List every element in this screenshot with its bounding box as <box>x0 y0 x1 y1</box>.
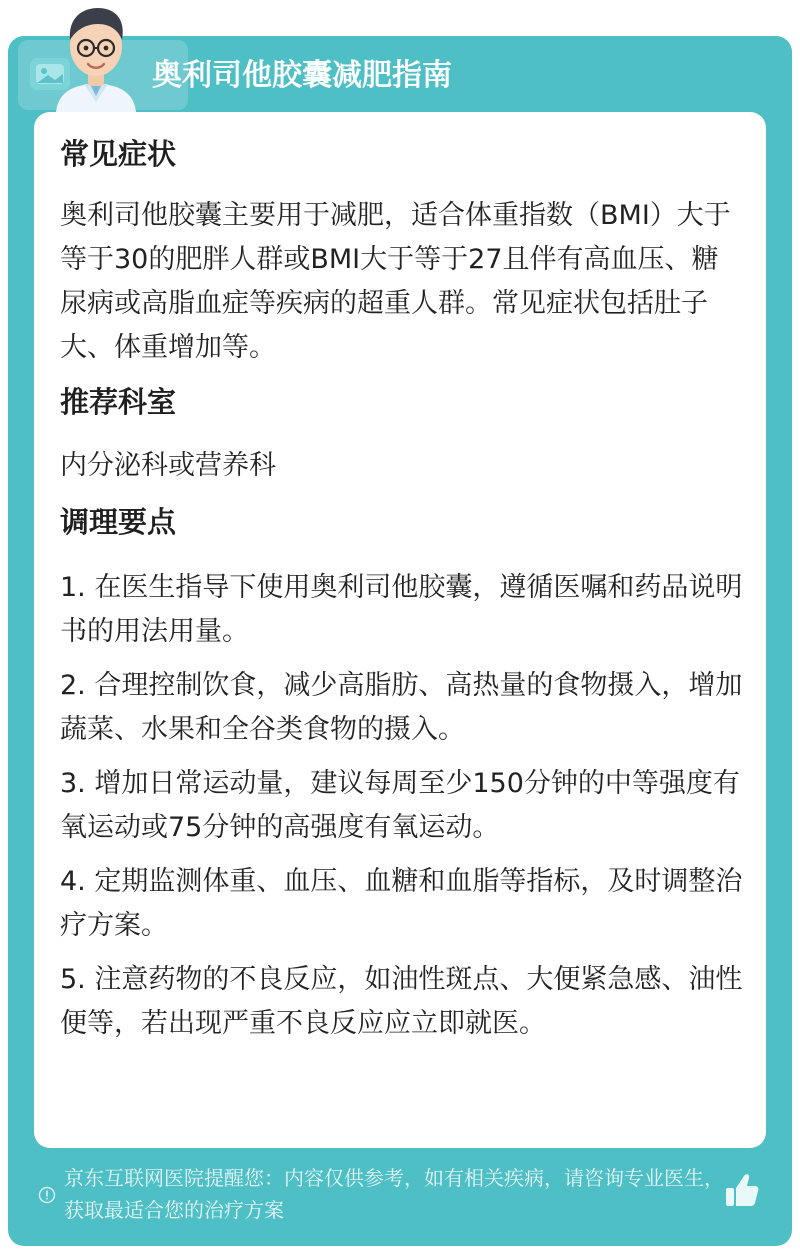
thumbs-up-icon[interactable] <box>722 1168 762 1212</box>
card-content <box>60 134 744 1056</box>
disclaimer-text: 京东互联网医院提醒您：内容仅供参考，如有相关疾病，请咨询专业医生，获取最适合您的治疗方案 <box>64 1166 724 1222</box>
department-text: 内分泌科或营养科 <box>60 450 276 481</box>
symptoms-heading: 常见症状 <box>60 137 177 171</box>
info-icon <box>38 1186 56 1204</box>
department-heading: 推荐科室 <box>60 385 177 419</box>
tip-item-5: 5. 注意药物的不良反应，如油性斑点、大便紧急感、油性便等，若出现严重不良反应应立即就医。 <box>60 964 743 1039</box>
tips-heading: 调理要点 <box>60 505 177 539</box>
content-card <box>34 112 766 1148</box>
tip-item-2: 2. 合理控制饮食，减少高脂肪、高热量的食物摄入，增加蔬菜、水果和全谷类食物的摄入。 <box>60 670 743 745</box>
symptoms-text: 奥利司他胶囊主要用于减肥，适合体重指数（BMI）大于等于30的肥胖人群或BMI大于等于27且伴有高血压、糖尿病或高脂血症等疾病的超重人群。常见症状包括肚子大、体重增加等。 <box>60 200 731 363</box>
tip-item-3: 3. 增加日常运动量，建议每周至少150分钟的中等强度有氧运动或75分钟的高强度有氧运动。 <box>60 768 740 843</box>
tip-item-4: 4. 定期监测体重、血压、血糖和血脂等指标，及时调整治疗方案。 <box>60 866 743 941</box>
tip-item-1: 1. 在医生指导下使用奥利司他胶囊，遵循医嘱和药品说明书的用法用量。 <box>60 572 743 647</box>
doctor-avatar <box>48 0 144 112</box>
page-title: 奥利司他胶囊减肥指南 <box>152 58 452 93</box>
